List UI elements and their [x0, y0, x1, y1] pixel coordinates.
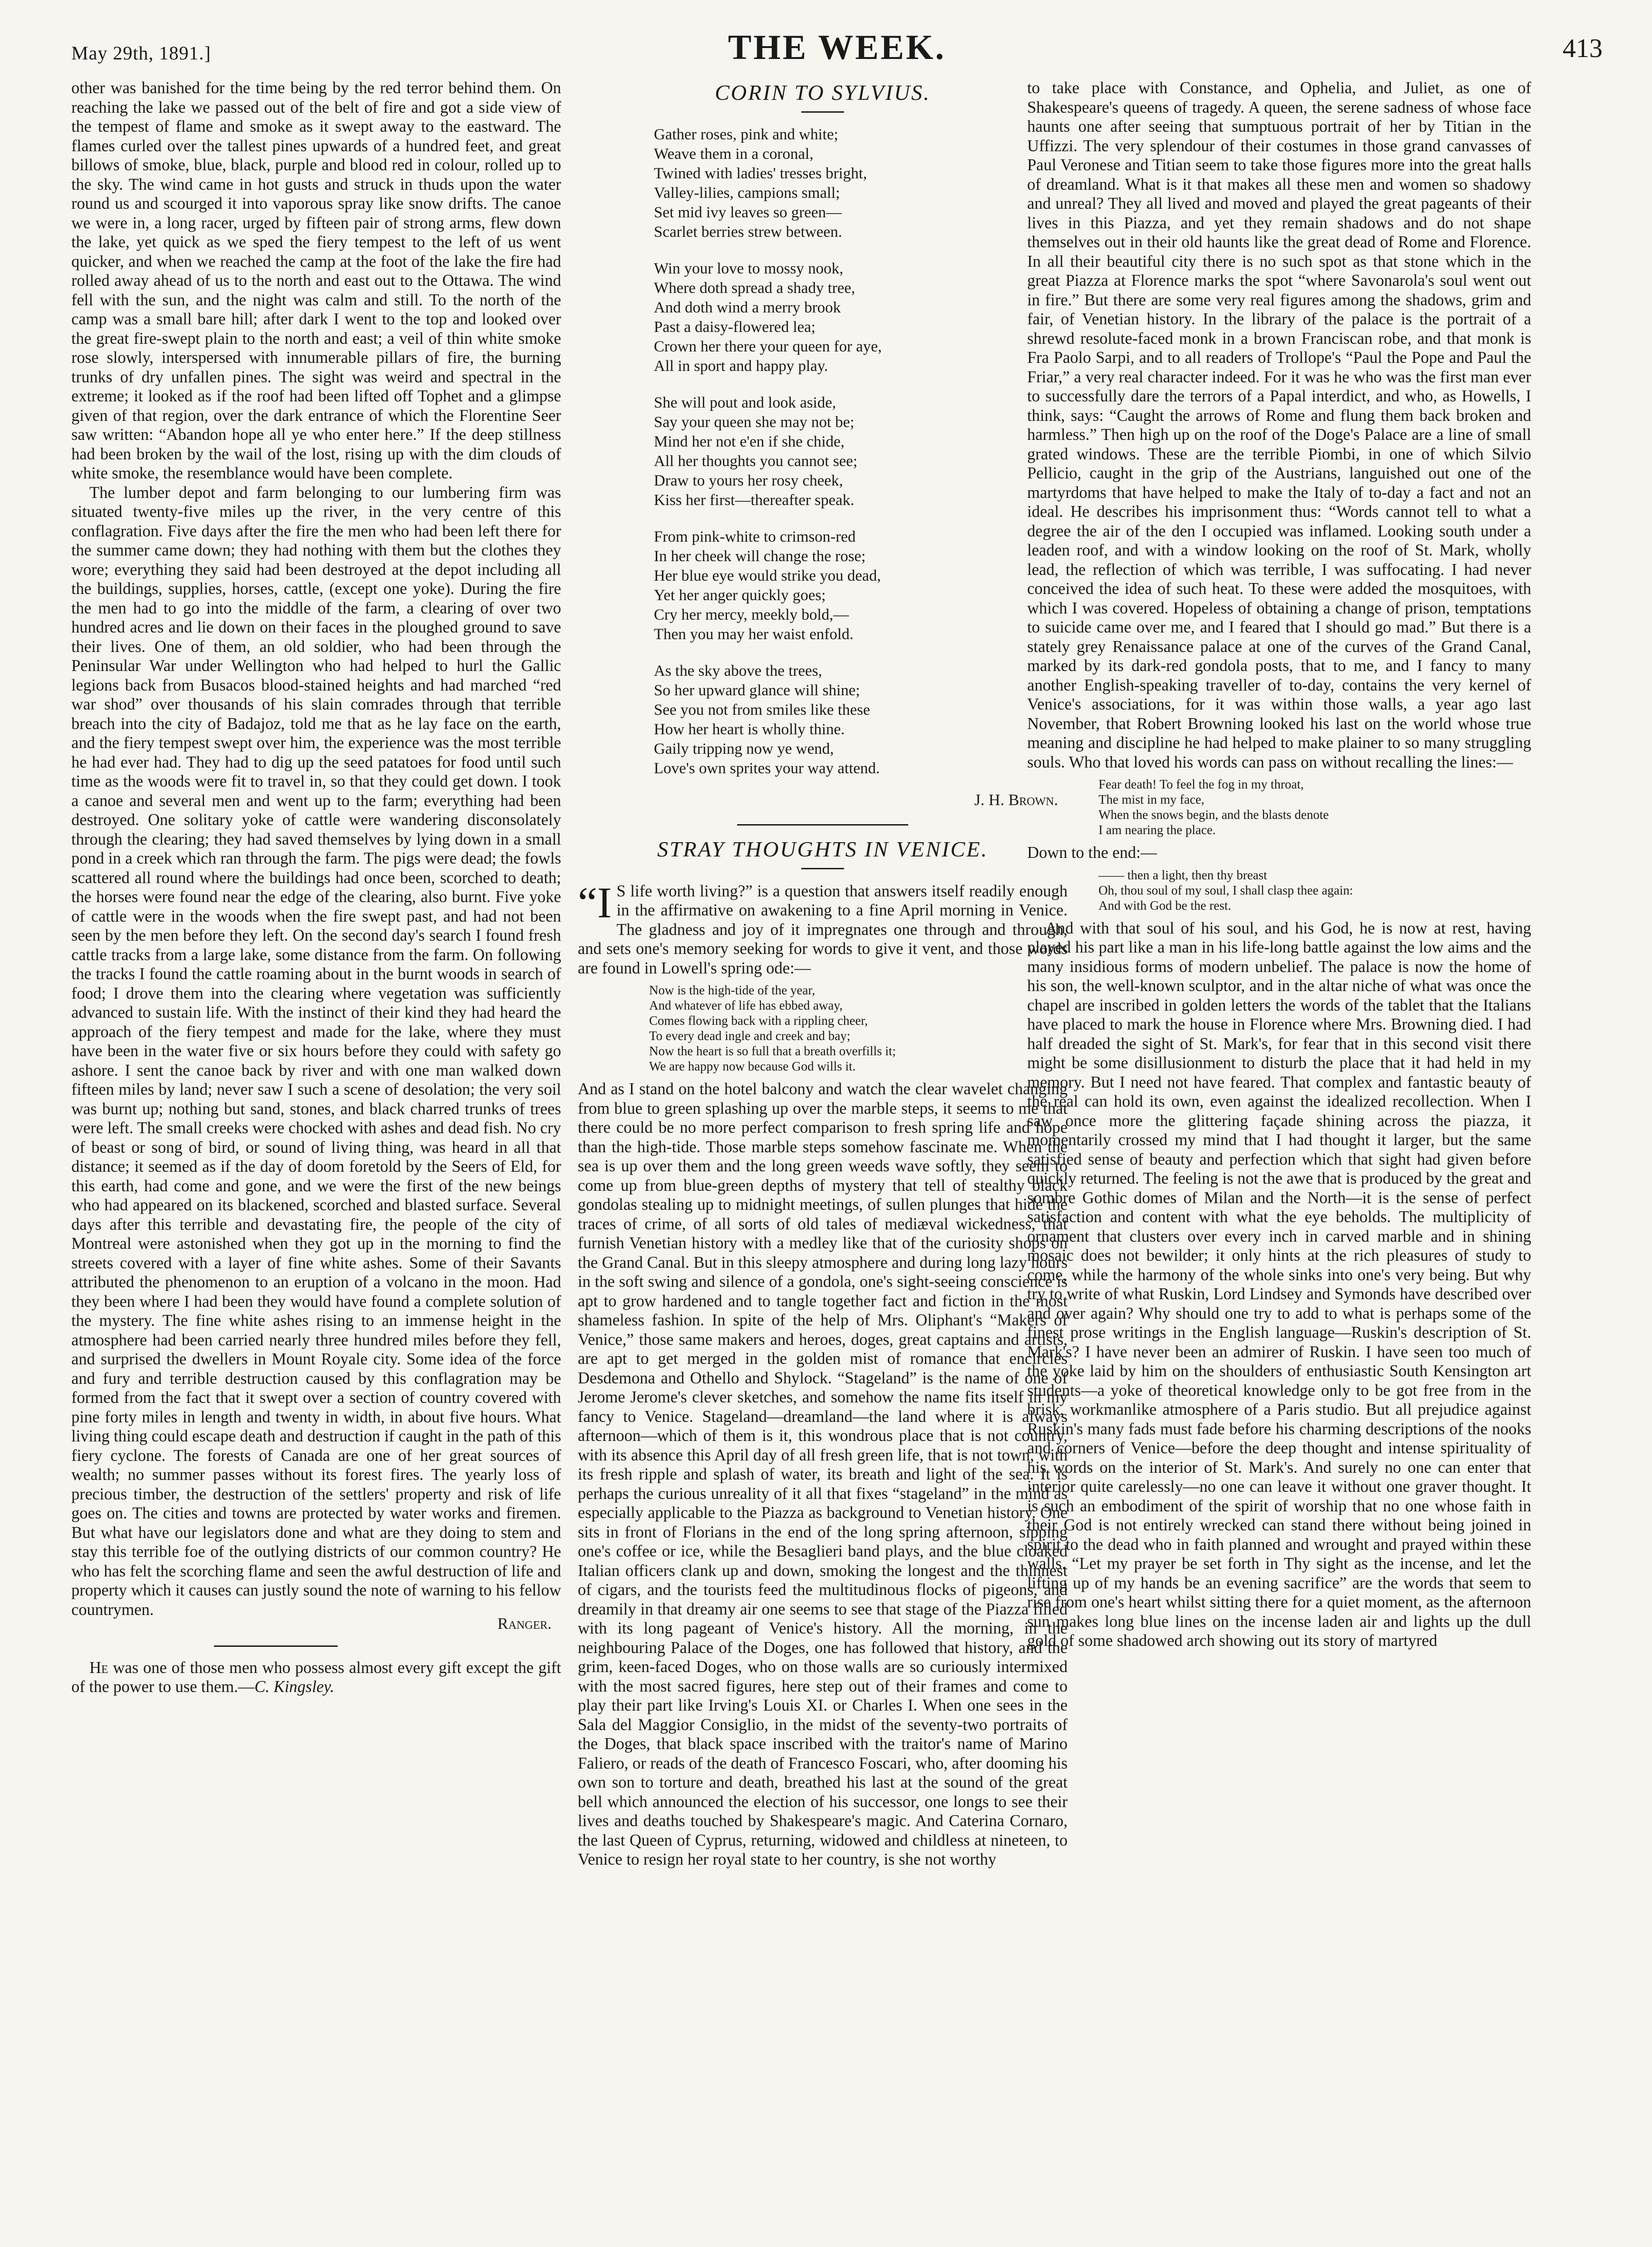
epigraph-initial: He — [89, 1658, 108, 1677]
lowell-quote — [649, 982, 1068, 1074]
article-paragraph: The lumber depot and farm belonging to our lumbering firm was situated twenty-five miles up the river, in the very centre of this conflagration. Five days after the fire the men who had been left there for the summer came down; they had nothing with them but the clothes they wore; everything they said had been destroyed at the depot including all the buildings, supplies, horses, cattle, (except one yoke). During the fire the men had to go into the middle of the farm, a clearing of over two hundred acres and lie down on their faces in the ploughed ground to save their lives. One of them, an old soldier, who had been through the Peninsular War under Wellington who had helped to hurl the Gallic legions back from Busacos blood-stained heights and had marched “red war shod” over thousands of his slain comrades through that terrible breach into the city of Badajoz, told me that as he lay face on the earth, and the fiery tempest swept over him, the experience was the most terrible he had ever had. They had to dig up the seed patatoes for food until such time as the woods were fit to travel in, so that they could get down. I took a canoe and several men and went up to the farm; everything had been destroyed. One solitary yoke of cattle were wandering disconsolately through the clearing; they had saved themselves by lying down in a small pond in a creek which ran through the farm. The pigs were dead; the fowls scattered all round where the buildings had once been, scorched to death; the horses were found near the edge of the clearing, also burnt. Five yoke of cattle were in the woods when the fire swept past, and had not been seen by the men before they left. On the second day's search I found fresh cattle tracks from a large lake, some distance from the farm. On following the tracks I found the cattle roaming about in the burnt woods in search of food; I drove them into the clearing where vegetation was sufficiently advanced to sustain life. With the instinct of their kind they had heard the approach of the fiery tempest and made for the lake, where they must have been in the water five or six hours before they could with safety go ashore. I sent the canoe back by river and with one man walked down fifteen miles by land; never saw I such a scene of desolation; the very soil was burnt up; nothing but sand, stones, and black charred trunks of trees were left. The small creeks were chocked with ashes and dead fish. No cry of beast or song of bird, or sound of living thing, was heard in all that distance; it seemed as if the day of doom foretold by the Seers of Eld, for this earth, had come and gone, and we were the first of the new beings who had appeared on its blackened, scorched and blasted surface. Several days after this terrible and devastating fire, the people of the city of Montreal were astonished when they got up in the morning to find the streets covered with a layer of fine white ashes. Some of their Savants attributed the phenomenon to an eruption of a volcano in the moon. Had they been where I had been they would have found a complete solution of the mystery. The fine white ashes rising to an immense height in the atmosphere had been carried nearly three hundred miles before they fell, and surprised the dwellers in Mount Royale city. Some idea of the force and fury and terrible destruction caused by this conflagration may be formed from the fact that it swept over a section of country covered with pine forty miles in length and twenty in width, in about five hours. What living thing could escape death and destruction if caught in the path of this fiery cyclone. The forests of Canada are one of her great sources of wealth; no summer passes without its forest fires. The yearly loss of precious timber, the destruction of the settlers' property and risk of life goes on. The cities and towns are protected by water works and firemen. But what have our legislators done and what are they doing to stem and stay this terrible foe of the outlying districts of our common country? He who has felt the scorching flame and seen the awful destruction of life and property which it causes can justly sound the note of warning to his fellow countrymen. — [71, 483, 561, 1619]
poem-line: Past a daisy-flowered lea; — [654, 318, 816, 336]
quote-line: I am nearing the place. — [1098, 823, 1216, 837]
page-number: 413 — [1563, 34, 1603, 63]
poem-line: Mind her not e'en if she chide, — [654, 433, 845, 450]
poem-line: And doth wind a merry brook — [654, 299, 841, 316]
poem-line: Weave them in a coronal, — [654, 145, 814, 163]
poem-line: Say your queen she may not be; — [654, 413, 855, 431]
poem-line: From pink-white to crimson-red — [654, 528, 856, 545]
publication-title: THE WEEK. — [728, 28, 946, 67]
poem-line: How her heart is wholly thine. — [654, 720, 845, 738]
title-rule — [801, 111, 844, 113]
essay-paragraph: to take place with Constance, and Ophelia, and Juliet, as one of Shakespeare's queens of tragedy. A queen, the serene sadness of whose face haunts one after seeing that sumptuous portrait of her by Titian in the Uffizzi. The very splendour of their costumes in those grand canvasses of Paul Veronese and Titian seem to take those figures more into the great halls of dreamland. What is it that makes all these men and women so shadowy and unreal? They all lived and moved and played the great pageants of their lives in this Piazza, and yet they remain shadows and do not shape themselves out in their old haunts like the great dead of Rome and Florence. In all their beautiful city there is no such spot as that stone which in the great Piazza at Florence marks the spot “where Savonarola's soul went out in fire.” But there are some very real figures among the shadows, grim and fair, of Venetian history. In the library of the palace is the portrait of a shrewd resolute-faced monk in a brown Franciscan robe, and that monk is Fra Paolo Sarpi, and to all readers of Trollope's “Paul the Pope and Paul the Friar,” a very real character indeed. For it was he who was the first man ever to successfully dare the terrors of a Papal interdict, and who, as Howells, I think, says: “Caught the arrows of Rome and flung them back broken and harmless.” Then high up on the roof of the Doge's Palace are a line of small grated windows. These are the terrible Piombi, in one of which Silvio Pellicio, caught in the grip of the Austrians, languished out one of the martyrdoms that have helped to make the Italy of to-day a fact and not an ideal. He describes his imprisonment thus: “Words cannot tell to what a degree the air of the den I occupied was inflamed. Looking south under a leaden roof, and with a window looking on the roof of St. Mark, wholly lead, the reflection of which was terrible, I was suffocating. I had never conceived the idea of such heat. To these were added the mosquitoes, with which I was covered. Hopeless of obtaining a change of prison, temptations to suicide came over me, and I feared that I should go mad.” But there is a stately grey Renaissance palace at one of the curves of the Grand Canal, marked by its dark-red gondola posts, that to me, and I fancy to many another English-speaking traveller of to-day, contains the very kernel of Venice's associations, for it was within those walls, a year ago last November, that Robert Browning looked his last on the world whose true meaning and discipline he had helped to make plainer to so many struggling souls. Who that loved his words can pass on without recalling the lines:— — [1027, 79, 1531, 771]
quote-line: Now the heart is so full that a breath overfills it; — [649, 1044, 896, 1058]
poem-line: Draw to yours her rosy cheek, — [654, 472, 843, 489]
poem-line: Set mid ivy leaves so green— — [654, 204, 842, 221]
quote-line: Fear death! To feel the fog in my throat, — [1098, 777, 1304, 791]
poem-stanza — [654, 125, 1068, 242]
poem-line: In her cheek will change the rose; — [654, 547, 866, 565]
poem-line: Scarlet berries strew between. — [654, 223, 842, 241]
issue-date: May 29th, 1891.] — [71, 42, 211, 64]
poem-stanza — [654, 527, 1068, 644]
poem-stanza — [654, 393, 1068, 510]
poem-line: Kiss her first—thereafter speak. — [654, 491, 855, 509]
quote-line: Now is the high-tide of the year, — [649, 983, 816, 997]
poem-line: She will pout and look aside, — [654, 394, 836, 411]
poem-line: Love's own sprites your way attend. — [654, 759, 880, 777]
title-rule — [801, 868, 844, 869]
poem-author: J. H. Brown. — [974, 791, 1058, 809]
poem-line: All her thoughts you cannot see; — [654, 452, 858, 470]
quote-line: Comes flowing back with a rippling cheer, — [649, 1013, 868, 1028]
poem-line: See you not from smiles like these — [654, 701, 870, 719]
page-header — [71, 19, 1603, 71]
poem-stanza — [654, 259, 1068, 376]
essay-title: STRAY THOUGHTS IN VENICE. — [657, 837, 989, 861]
poem-line: Crown her there your queen for aye, — [654, 338, 882, 355]
poem-line: Valley-lilies, campions small; — [654, 184, 840, 202]
essay-paragraph: And with that soul of his soul, and his God, he is now at rest, having played his part like a man in his life-long battle against the low aims and the many insidious forms of modern unbelief. The palace is now the home of his son, the well-known sculptor, and in the altar niche of what was once the chapel are inscribed in golden letters the words of the tablet that the Italians have placed to mark the house in Florence where Mrs. Browning died. I had half dreaded the sight of St. Mark's, for fear that in this second visit there might be some disillusionment to disturb the place that it had held in my memory. But I need not have feared. That complex and fantastic beauty of the real can hold its own, even against the idealized recollection. When I saw once more the glittering façade shining across the piazza, it momentarily crossed my mind that I had thought it larger, but the same satisfied sense of beauty and perfection which that sight had given before quickly returned. The feeling is not the awe that is produced by the great and sombre Gothic domes of Milan and the North—it is the sense of perfect satisfaction and content with what the eye beholds. The multiplicity of ornament that clusters over every inch in carved marble and in shining mosaic does not bewilder; it only hints at the rich pleasures of study to come, while the harmony of the whole sinks into one's very being. But why try to write of what Ruskin, Lord Lindsey and Symonds have described over and over again? Why should one try to add to what is perhaps some of the finest prose writings in the English language—Ruskin's description of St. Mark's? I have never been an admirer of Ruskin. I have seen too much of the yoke laid by him on the shoulders of enthusiastic South Kensington art students—a yoke of theoretical knowledge only to be got free from in the brisk, workmanlike atmosphere of a Paris studio. But all prejudice against Ruskin's many fads must fade before his charming descriptions of the nooks and corners of Venice—before the deep thought and intense spirituality of his words on the interior of St. Mark's. And surely no one can enter that interior quite carelessly—no one can leave it without one graver thought. It is such an embodiment of the spirit of worship that no one whose faith in their God is not entirely wrecked can stand there without being joined in spirit to the dead who in faith planned and wrought and prayed within these walls. “Let my prayer be set forth in Thy sight as the incense, and let the lifting up of my hands be an evening sacrifice” are the words that seem to rise from one's heart whilst sitting there for a quiet moment, as the afternoon sun makes long blue lines on the incense laden air and lights up the dull gold of some shadowed arch showing out its story of martyred — [1027, 919, 1531, 1650]
poem-title: CORIN TO SYLVIUS. — [715, 80, 931, 105]
quote-line: To every dead ingle and creek and bay; — [649, 1029, 851, 1043]
poem-line: Where doth spread a shady tree, — [654, 279, 855, 297]
quote-line: The mist in my face, — [1098, 792, 1205, 807]
poem-line: Twined with ladies' tresses bright, — [654, 165, 867, 182]
poem-line: Yet her anger quickly goes; — [654, 586, 826, 604]
quote-line: When the snows begin, and the blasts denote — [1098, 807, 1329, 822]
essay-intro: “I S life worth living?” is a question that answers itself readily enough in the affirmative on awakening to a fine April morning in Venice. The gladness and joy of it impregnates one through and through, and sets one's memory seeking for words to give it vent, and those words are found in Lowell's spring ode:— — [578, 878, 1068, 977]
browning-quote-end — [1098, 867, 1531, 913]
article-paragraph: other was banished for the time being by the red terror behind them. On reaching the lake we passed out of the belt of fire and got a side view of the tempest of flame and smoke as it swept away to the eastward. The flames curled over the tallest pines upwards of a hundred feet, and great billows of smoke, blue, black, purple and blood red in colour, rolled up to the sky. The wind came in hot gusts and struck in thuds upon the water round us and scourged it into vaporous spray like snow drifts. The canoe we were in, a long racer, urged by fifteen pair of strong arms, flew down the lake, yet quick as we sped the fiery tempest to the left of us went quicker, and when we reached the camp at the foot of the lake the fire had rolled away ahead of us to the north and east out to the Ottawa. The wind fell with the sun, and the night was calm and still. To the north of the camp was a small bare hill; after dark I went to the top and looked over the great fire-swept plain to the north and east; a veil of thin white smoke rose slowly, interspersed with innumerable pillars of fire, the burning trunks of dry unfallen pines. The sight was weird and spectral in the extreme; it looked as if the roof had been lifted off Tophet and a glimpse given of that region, over the dark entrance of which the Florentine Seer saw written: “Abandon hope all ye who enter here.” If the deep stillness had been broken by the wail of the lost, rising up with the dim clouds of white smoke, the resemblance would have been complete. — [71, 79, 561, 482]
poem-line: All in sport and happy play. — [654, 357, 828, 375]
epigraph — [71, 1658, 561, 1697]
column-right — [1027, 78, 1531, 2223]
poem-line: Cry her mercy, meekly bold,— — [654, 606, 849, 623]
epigraph-text: was one of those men who possess almost every gift except the gift of the power to use them.— — [71, 1658, 561, 1696]
poem-line: Gather roses, pink and white; — [654, 126, 838, 143]
article-signature: Ranger. — [497, 1615, 552, 1633]
quote-line: And with God be the rest. — [1098, 898, 1231, 913]
quote-line: Oh, thou soul of my soul, I shall clasp thee again: — [1098, 883, 1353, 897]
poem-line: So her upward glance will shine; — [654, 681, 860, 699]
poem-stanza — [654, 661, 1068, 778]
essay-line: Down to the end:— — [1027, 844, 1157, 862]
quote-line: We are happy now because God wills it. — [649, 1059, 856, 1073]
poem-line: Gaily tripping now ye wend, — [654, 740, 834, 758]
poem-body — [578, 125, 1068, 778]
column-middle — [578, 78, 1068, 2223]
section-divider — [214, 1645, 338, 1647]
poem-line: Her blue eye would strike you dead, — [654, 567, 881, 584]
poem-line: Win your love to mossy nook, — [654, 260, 844, 277]
poem-line: Then you may her waist enfold. — [654, 625, 854, 643]
poem-line: As the sky above the trees, — [654, 662, 822, 680]
quote-line: And whatever of life has ebbed away, — [649, 998, 843, 1012]
browning-quote — [1098, 777, 1531, 837]
essay-paragraph: And as I stand on the hotel balcony and watch the clear wavelet changing from blue to green splashing up over the marble steps, it seems to me that there could be no more perfect comparison to fresh spring life and hope than the high-tide. Those marble steps somehow fascinate me. When the sea is up over them and the long green weeds wave softly, they seem to come up from blue-green depths of mystery that tell of stealthy black gondolas stealing up to midnight meetings, of sullen plunges that hide the traces of crime, of all sorts of old tales of mediæval wickedness, that furnish Venetian history with a medley like that of the curiosity shops on the Grand Canal. But in this sleepy atmosphere and during long lazy hours in the soft swing and silence of a gondola, one's sight-seeing conscience is apt to grow hardened and to tangle together fact and fiction in the most shameless fashion. In spite of the help of Mrs. Oliphant's “Makers of Venice,” those same makers and heroes, doges, great captains and artists, are apt to get merged in the golden mist of romance that encircles Desdemona and Othello and Shylock. “Stageland” is the name of one of Jerome Jerome's clever sketches, and somehow the name fits itself in my fancy to Venice. Stageland—dreamland—the land where it is always afternoon—which of them is it, this wondrous place that is not country, with its absence this April day of all fresh green life, that is not town, with its fresh ripple and splash of water, its breath and light of the sea. It is perhaps the curious unreality of it all that fixes “stageland” in the mind as especially applicable to the Piazza as background to Venetian history. One sits in front of Florians in the end of the long spring afternoon, sipping one's coffee or ice, while the Besaglieri band plays, and the blue cloaked Italian officers clank up and down, smoking the longest and the thinnest of cigars, and the tourists feed the multitudinous flocks of pigeons, and dreamily in that dreamy air one seems to see that stage of the Piazza filled with its long pageant of Venice's history. All the morning, in the neighbouring Palace of the Doges, one has followed that history, and the grim, keen-faced Doges, who on those walls are so curiously intermixed with the most sacred figures, here step out of their frames and come to play their part like Irving's Louis XI. or Charles I. When one sees in the Sala del Maggior Consiglio, in the midst of the seventy-two portraits of the Doges, that black space inscribed with the traitor's name of Marino Faliero, or reads of the death of Francesco Foscari, who, after dooming his own son to torture and death, breathed his last at the sound of the great bell which announced the election of his successor, one longs to see their lives and deaths touched by Shakespeare's magic. And Caterina Cornaro, the last Queen of Cyprus, returning, widowed and childless at nineteen, to Venice to resign her royal state to her country, is she not worthy — [578, 1080, 1068, 1868]
column-left — [71, 78, 561, 2223]
quote-line: —— then a light, then thy breast — [1098, 867, 1267, 882]
section-divider — [737, 824, 908, 826]
epigraph-attribution: C. Kingsley. — [254, 1678, 334, 1696]
drop-cap: “I — [578, 878, 612, 927]
